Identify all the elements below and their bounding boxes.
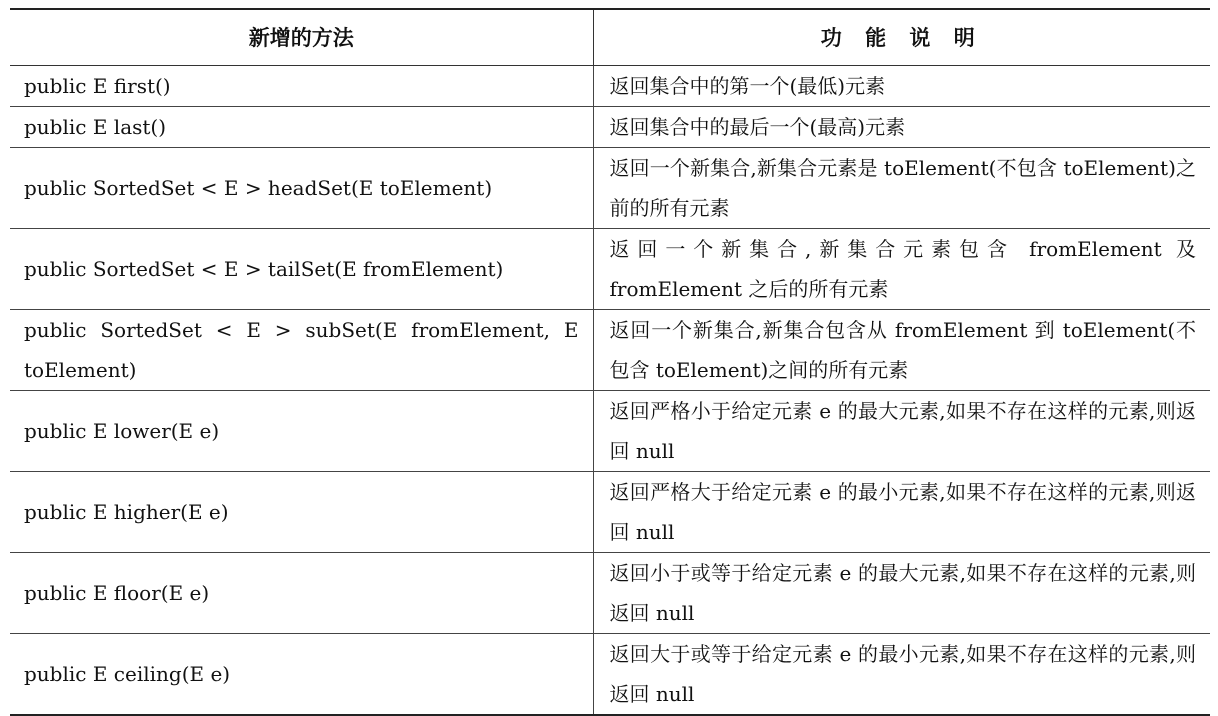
header-row [10, 9, 1210, 65]
method-signature: public E last() [24, 114, 167, 139]
method-cell [10, 147, 593, 228]
method-cell [10, 309, 593, 390]
method-description: 返回一个新集合,新集合元素包含 fromElement 及 fromElement 之后的所有元素 [609, 236, 1196, 301]
table-row [10, 552, 1210, 633]
description-cell [593, 65, 1210, 106]
table-row [10, 309, 1210, 390]
method-cell [10, 390, 593, 471]
method-cell [10, 471, 593, 552]
table-row [10, 471, 1210, 552]
method-description: 返回大于或等于给定元素 e 的最小元素,如果不存在这样的元素,则返回 null [609, 641, 1196, 706]
description-cell [593, 390, 1210, 471]
table-row [10, 633, 1210, 715]
method-description: 返回一个新集合,新集合包含从 fromElement 到 toElement(不包含 toElement)之间的所有元素 [609, 317, 1196, 382]
table-row [10, 106, 1210, 147]
method-description: 返回小于或等于给定元素 e 的最大元素,如果不存在这样的元素,则返回 null [609, 560, 1196, 625]
method-description: 返回一个新集合,新集合元素是 toElement(不包含 toElement)之前的所有元素 [609, 155, 1196, 220]
method-signature: public SortedSet < E > tailSet(E fromElement) [24, 256, 504, 281]
table-row [10, 147, 1210, 228]
method-description: 返回集合中的最后一个(最高)元素 [609, 114, 906, 139]
methods-table [10, 8, 1210, 716]
methods-table-container [10, 8, 1210, 716]
method-signature: public E floor(E e) [24, 580, 210, 605]
method-description: 返回严格小于给定元素 e 的最大元素,如果不存在这样的元素,则返回 null [609, 398, 1196, 463]
description-cell [593, 633, 1210, 715]
method-cell [10, 106, 593, 147]
table-row [10, 228, 1210, 309]
method-signature: public E first() [24, 73, 171, 98]
method-cell [10, 228, 593, 309]
method-description: 返回集合中的第一个(最低)元素 [609, 73, 886, 98]
description-cell [593, 147, 1210, 228]
description-cell [593, 106, 1210, 147]
table-header [10, 9, 1210, 65]
description-cell [593, 552, 1210, 633]
method-signature: public SortedSet < E > headSet(E toElement) [24, 175, 493, 200]
header-description: 功 能 说 明 [593, 9, 1210, 65]
method-cell [10, 633, 593, 715]
description-cell [593, 471, 1210, 552]
method-signature: public SortedSet < E > subSet(E fromElement, E toElement) [24, 317, 579, 382]
method-signature: public E ceiling(E e) [24, 661, 231, 686]
method-signature: public E lower(E e) [24, 418, 220, 443]
description-cell [593, 309, 1210, 390]
method-cell [10, 552, 593, 633]
method-description: 返回严格大于给定元素 e 的最小元素,如果不存在这样的元素,则返回 null [609, 479, 1196, 544]
header-method: 新增的方法 [10, 9, 593, 65]
table-row [10, 65, 1210, 106]
table-row [10, 390, 1210, 471]
table-body [10, 65, 1210, 715]
method-signature: public E higher(E e) [24, 499, 229, 524]
method-cell [10, 65, 593, 106]
description-cell [593, 228, 1210, 309]
